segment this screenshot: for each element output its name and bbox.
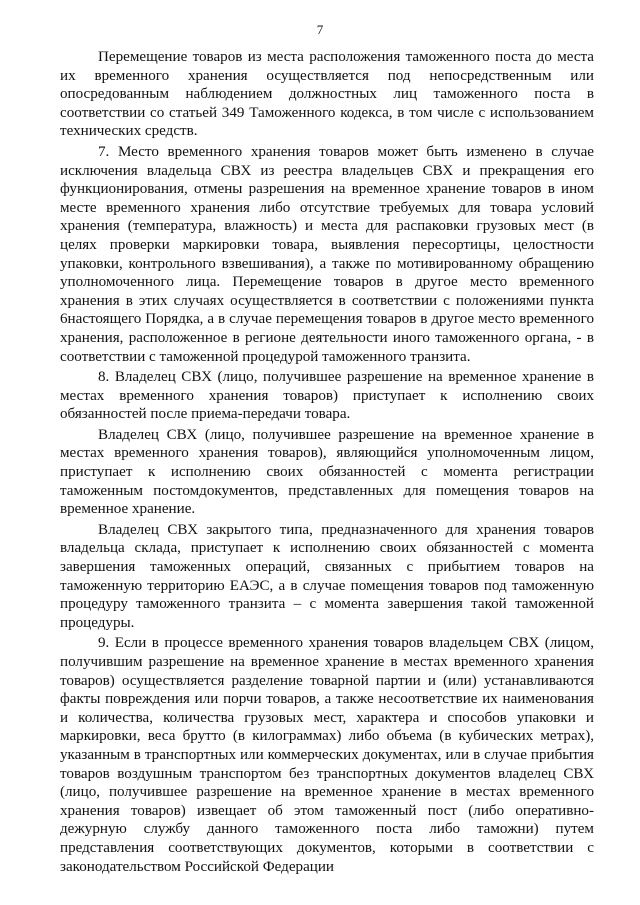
paragraph-8: 8. Владелец СВХ (лицо, получившее разрешение на временное хранение в местах временного хранения товаров) приступает к исполнению своих обязанностей после приема-передачи товара. <box>60 369 594 423</box>
paragraph-7: 7. Место временного хранения товаров может быть изменено в случае исключения владельца СВХ из реестра владельцев СВХ и прекращения его функционирования, отмены разрешения на временное хранение товаров в ином месте временного хранения либо отсутствие требуемых для товара условий хранения (температура, влажность) и места для распаковки грузовых мест (в целях проверки маркировки товара, выявления пересортицы, целостности упаковки, контрольного взвешивания), а также по мотивированному обращению уполномоченного лица. Перемещение товаров в другое место временного хранения в этих случаях осуществляется в соответствии с положениями пункта 6настоящего Порядка, а в случае перемещения товаров в другое место временного хранения, расположенное в регионе деятельности иного таможенного органа, - в соответствии с таможенной процедурой таможенного транзита. <box>60 143 594 365</box>
document-body <box>60 48 594 878</box>
paragraph-9: 9. Если в процессе временного хранения товаров владельцем СВХ (лицом, получившим разрешение на временное хранение в местах временного хранения товаров) осуществляется разделение товарной партии и (или) устанавливаются факты повреждения или порчи товаров, а также несоответствие их наименования и количества, количества грузовых мест, характера и способов упаковки и маркировки, веса брутто (в килограммах) либо объема (в кубических метрах), указанным в транспортных или коммерческих документах, или в случае прибытия товаров воздушным транспортом без транспортных документов владелец СВХ (лицо, получившее разрешение на временное хранение в местах временного хранения товаров) извещает об этом таможенный пост (либо оперативно-дежурную службу данного таможенного поста либо таможни) путем представления соответствующих документов, которыми в соответствии с законодательством Российской Федерации <box>60 635 594 875</box>
page-number: 7 <box>316 22 324 37</box>
paragraph-8-closed-type: Владелец СВХ закрытого типа, предназначенного для хранения товаров владельца склада, приступает к исполнению своих обязанностей с момента завершения таможенных операций, связанных с прибытием товаров на таможенную территорию ЕАЭС, а в случае помещения товаров под таможенную процедуру таможенного транзита – с момента завершения такой таможенной процедуры. <box>60 521 594 631</box>
paragraph-transfer-to-storage: Перемещение товаров из места расположения таможенного поста до места их временного хранения осуществляется под непосредственным или опосредованным наблюдением должностных лиц таможенного поста в соответствии со статьей 349 Таможенного кодекса, в том числе с использованием технических средств. <box>60 49 594 140</box>
paragraph-8-authorized-person: Владелец СВХ (лицо, получившее разрешение на временное хранение в местах временного хранения товаров), являющийся уполномоченным лицом, приступает к исполнению своих обязанностей с момента регистрации таможенным постомдокументов, представленных для помещения товаров на временное хранение. <box>60 426 594 518</box>
